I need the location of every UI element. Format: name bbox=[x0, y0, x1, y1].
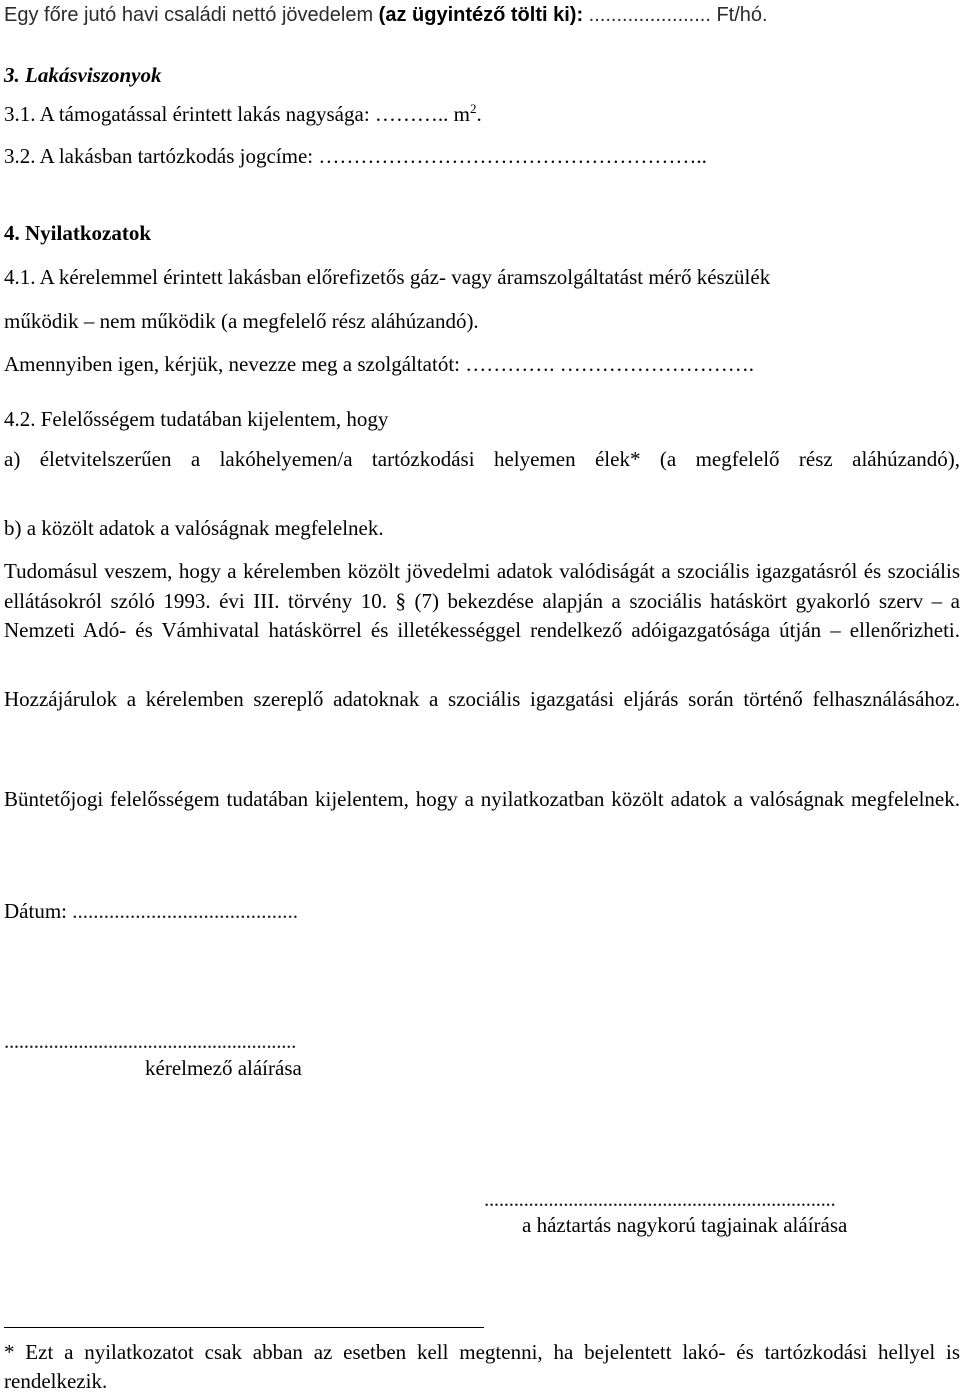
date-dots: ........................................... bbox=[72, 899, 298, 923]
footnote: * Ezt a nyilatkozatot csak abban az esetben kell megtenni, ha bejelentett lakó- és tartózkodási hellyel is rendelkezik. bbox=[4, 1340, 960, 1393]
housing-size-field: 3.1. A támogatással érintett lakás nagysága: ……….. $m^2$. bbox=[4, 101, 482, 126]
income-line-prefix: Egy főre jutó havi családi nettó jövedelem bbox=[4, 4, 379, 26]
declaration-intro: 4.2. Felelősségem tudatában kijelentem, hogy bbox=[4, 407, 389, 431]
prepaid-meter-options: működik – nem működik (a megfelelő rész aláhúzandó). bbox=[4, 309, 479, 333]
criminal-liability-paragraph: Büntetőjogi felelősségem tudatában kijelentem, hogy a nyilatkozatban közölt adatok a valóságnak megfelelnek. bbox=[4, 787, 960, 811]
income-line bbox=[4, 2, 768, 28]
section-4-heading: 4. Nyilatkozatok bbox=[4, 221, 151, 245]
residence-title-field: 3.2. A lakásban tartózkodás jogcíme: ……………………………………………….. bbox=[4, 144, 707, 168]
square-superscript: 2 bbox=[470, 101, 477, 116]
declaration-item-a: a) életvitelszerűen a lakóhelyemen/a tartózkodási helyemen élek* (a megfelelő rész aláhúzandó), bbox=[4, 447, 960, 471]
date-field bbox=[4, 898, 298, 924]
income-line-suffix: ...................... Ft/hó. bbox=[583, 4, 768, 26]
date-label: Dátum: bbox=[4, 899, 73, 923]
footnote-separator bbox=[4, 1327, 484, 1328]
household-signature-line: ....................................................................... bbox=[484, 1187, 836, 1211]
applicant-signature-label: kérelmező aláírása bbox=[145, 1056, 302, 1080]
provider-name-field: Amennyiben igen, kérjük, nevezze meg a szolgáltatót: …………. ………………………. bbox=[4, 352, 755, 376]
applicant-signature-line: ........................................................... bbox=[4, 1029, 297, 1053]
prepaid-meter-question: 4.1. A kérelemmel érintett lakásban előrefizetős gáz- vagy áramszolgáltatást mérő készülék bbox=[4, 265, 771, 289]
income-line-admin-note: (az ügyintéző tölti ki): bbox=[378, 4, 584, 26]
household-signature-label: a háztartás nagykorú tagjainak aláírása bbox=[522, 1213, 848, 1237]
housing-size-label: 3.1. A támogatással érintett lakás nagysága: ……….. m bbox=[4, 102, 470, 126]
section-3-heading: 3. Lakásviszonyok bbox=[4, 63, 162, 87]
acknowledgement-paragraph: Tudomásul veszem, hogy a kérelemben közölt jövedelmi adatok valódiságát a szociális igazgatásról és szociális ellátásokról szóló 1993. évi III. törvény 10. § (7) bekezdése alapján a szociális hatáskört gyakorló szerv – a Nemzeti Adó- és Vámhivatal hatáskörrel és illetékességgel rendelkező adóigazgatósága útján – ellenőrizheti. bbox=[4, 559, 960, 642]
consent-paragraph: Hozzájárulok a kérelemben szereplő adatoknak a szociális igazgatási eljárás során történő felhasználásához. bbox=[4, 687, 960, 711]
declaration-item-b: b) a közölt adatok a valóságnak megfelelnek. bbox=[4, 516, 384, 540]
